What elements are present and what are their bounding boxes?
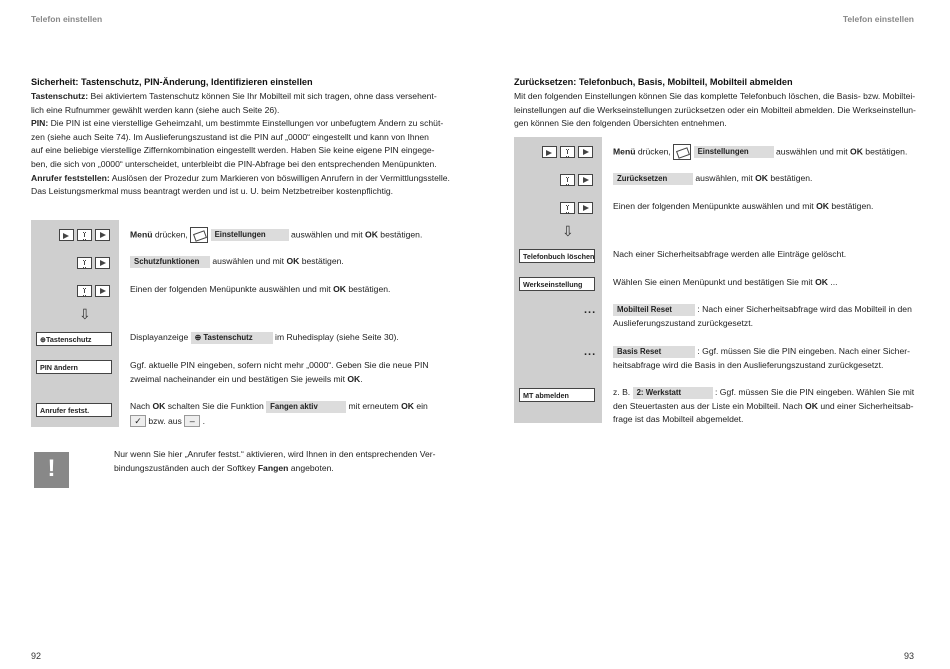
left-step3-keys xyxy=(77,285,110,297)
dash-key-icon[interactable]: – xyxy=(184,415,200,427)
left-text-tastenschutz: Displayanzeige ⊕ Tastenschutz im Ruhedisplay (siehe Seite 30). xyxy=(130,332,399,342)
arrow-down-icon: ⇩ xyxy=(562,223,574,239)
right-softkey-icon[interactable] xyxy=(578,146,593,158)
right-text-werkseinstellung: Wählen Sie einen Menüpunkt und bestätigen Sie mit OK ... xyxy=(613,277,838,287)
nav-key-icon[interactable] xyxy=(560,174,575,186)
menu-item-werkseinstellung[interactable]: Werkseinstellung xyxy=(519,277,595,291)
left-section-title: Sicherheit: Tastenschutz, PIN-Änderung, Identifizieren einstellen xyxy=(31,77,313,87)
field-basis-reset: Basis Reset xyxy=(613,346,695,358)
field-schutzfunktionen: Schutzfunktionen xyxy=(130,256,210,268)
checkmark-key-icon[interactable]: ✓ xyxy=(130,415,146,427)
left-step1-keys xyxy=(59,229,110,241)
more-dots: ... xyxy=(584,304,597,316)
field-einstellungen: Einstellungen xyxy=(211,229,289,241)
lock-icon: ⊕ xyxy=(40,335,47,344)
nav-key-icon[interactable] xyxy=(77,229,92,241)
phone-menu-icon xyxy=(673,144,691,160)
nav-key-icon[interactable] xyxy=(560,146,575,158)
right-softkey-icon[interactable] xyxy=(95,229,110,241)
right-softkey-icon[interactable] xyxy=(95,285,110,297)
left-text-anrufer: Nach OK schalten Sie die Funktion Fangen aktiv mit erneutem OK ein ✓ bzw. aus – . xyxy=(130,401,428,427)
right-text-mobilteil-reset: Mobilteil Reset : Nach einer Sicherheitsabfrage wird das Mobilteil in den Auslieferungszustand zurückgesetzt. xyxy=(613,304,912,328)
right-text-telefonbuch: Nach einer Sicherheitsabfrage werden alle Einträge gelöscht. xyxy=(613,249,847,259)
warning-icon: ! xyxy=(34,452,69,488)
field-mobilteil-reset: Mobilteil Reset xyxy=(613,304,695,316)
arrow-down-icon: ⇩ xyxy=(79,306,91,322)
right-step3-keys xyxy=(560,202,593,214)
left-step3-text: Einen der folgenden Menüpunkte auswählen und mit OK bestätigen. xyxy=(130,284,391,294)
right-step3-text: Einen der folgenden Menüpunkte auswählen und mit OK bestätigen. xyxy=(613,201,874,211)
right-text-mt-abmelden: z. B. 2: Werkstatt : Ggf. müssen Sie die PIN eingeben. Wählen Sie mit den Steuertasten aus der Liste ein Mobilteil. Nach OK und einer Sicherheitsab- frage ist das Mobilteil abgemeldet. xyxy=(613,387,915,425)
left-softkey-icon[interactable] xyxy=(542,146,557,158)
lock-icon: ⊕ xyxy=(194,332,204,342)
header-right: Telefon einstellen xyxy=(842,14,914,24)
right-text-basis-reset: Basis Reset : Ggf. müssen Sie die PIN eingeben. Nach einer Sicher- heitsabfrage wird die Basis in den Auslieferungszustand zurückgesetzt. xyxy=(613,346,910,370)
right-step2-text: Zurücksetzen auswählen, mit OK bestätigen. xyxy=(613,172,812,186)
menu-item-anrufer-festst[interactable]: Anrufer festst. xyxy=(36,403,112,417)
left-step2-text: Schutzfunktionen auswählen und mit OK bestätigen. xyxy=(130,255,344,269)
left-intro: Tastenschutz: Bei aktiviertem Tastenschutz können Sie Ihr Mobilteil mit sich tragen, ohne dass versehent- lich eine Rufnummer gewählt werden kann (siehe auch Seite 26). PIN: Die PIN ist eine vierstellige Geheimzahl, um bestimmte Einstellungen vor unbefugtem Ändern zu schüt- zen (siehe auch Seite 74). Im Auslieferungszustand ist die PIN auf „0000“ eingestellt und kann von Ihnen auf eine beliebige vierstellige Ziffernkombination eingestellt werden. Haben Sie keine eigene PIN eingege- ben, die sich von „0000“ unterscheidet, unterbleibt die PIN-Abfrage bei den entsprechenden Menüpunkten. Anrufer feststellen: Auslösen der Prozedur zum Markieren von böswilligen Anrufern in der Vermittlungsstelle. Das Leistungsmerkmal muss beantragt werden und ist u. U. beim Netzbetreiber kostenpflichtig. xyxy=(31,91,450,197)
nav-key-icon[interactable] xyxy=(560,202,575,214)
field-tastenschutz: ⊕ Tastenschutz xyxy=(191,332,273,344)
right-softkey-icon[interactable] xyxy=(95,257,110,269)
field-zuruecksetzen: Zurücksetzen xyxy=(613,173,693,185)
header-left: Telefon einstellen xyxy=(31,14,103,24)
left-key-panel xyxy=(31,220,119,427)
right-softkey-icon[interactable] xyxy=(578,202,593,214)
field-werkstatt: 2: Werkstatt xyxy=(633,387,713,399)
menu-item-tastenschutz[interactable]: ⊕Tastenschutz xyxy=(36,332,112,346)
field-fangen-aktiv: Fangen aktiv xyxy=(266,401,346,413)
more-dots: ... xyxy=(584,346,597,358)
left-softkey-icon[interactable] xyxy=(59,229,74,241)
right-step1-text: Menü drücken, Einstellungen auswählen und mit OK bestätigen. xyxy=(613,144,907,160)
nav-key-icon[interactable] xyxy=(77,285,92,297)
right-intro: Mit den folgenden Einstellungen können Sie das komplette Telefonbuch löschen, die Basis- bzw. Mobiltei- leinstellungen auf die Werkseinstellungen zurücksetzen oder ein Mobilteil abmelden. Die Werkseinstellun- gen können Sie den folgenden Übersichten entnehmen. xyxy=(514,91,916,129)
right-step1-keys xyxy=(542,146,593,158)
left-note: Nur wenn Sie hier „Anrufer festst.“ aktivieren, wird Ihnen in den entsprechenden Ver- bindungszuständen auch der Softkey Fangen angeboten. xyxy=(114,449,436,473)
page-number-right: 93 xyxy=(903,651,914,661)
menu-item-mt-abmelden[interactable]: MT abmelden xyxy=(519,388,595,402)
left-step2-keys xyxy=(77,257,110,269)
field-einstellungen: Einstellungen xyxy=(694,146,774,158)
right-softkey-icon[interactable] xyxy=(578,174,593,186)
left-text-pin: Ggf. aktuelle PIN eingeben, sofern nicht mehr „0000“. Geben Sie die neue PIN zweimal nacheinander ein und bestätigen Sie jeweils mit OK. xyxy=(130,360,429,384)
phone-menu-icon xyxy=(190,227,208,243)
right-step2-keys xyxy=(560,174,593,186)
menu-item-telefonbuch-loeschen[interactable]: Telefonbuch löschen xyxy=(519,249,595,263)
right-section-title: Zurücksetzen: Telefonbuch, Basis, Mobilteil, Mobilteil abmelden xyxy=(514,77,793,87)
menu-item-pin-aendern[interactable]: PIN ändern xyxy=(36,360,112,374)
page-number-left: 92 xyxy=(31,651,42,661)
nav-key-icon[interactable] xyxy=(77,257,92,269)
left-step1-text: Menü drücken, Einstellungen auswählen und mit OK bestätigen. xyxy=(130,227,422,243)
